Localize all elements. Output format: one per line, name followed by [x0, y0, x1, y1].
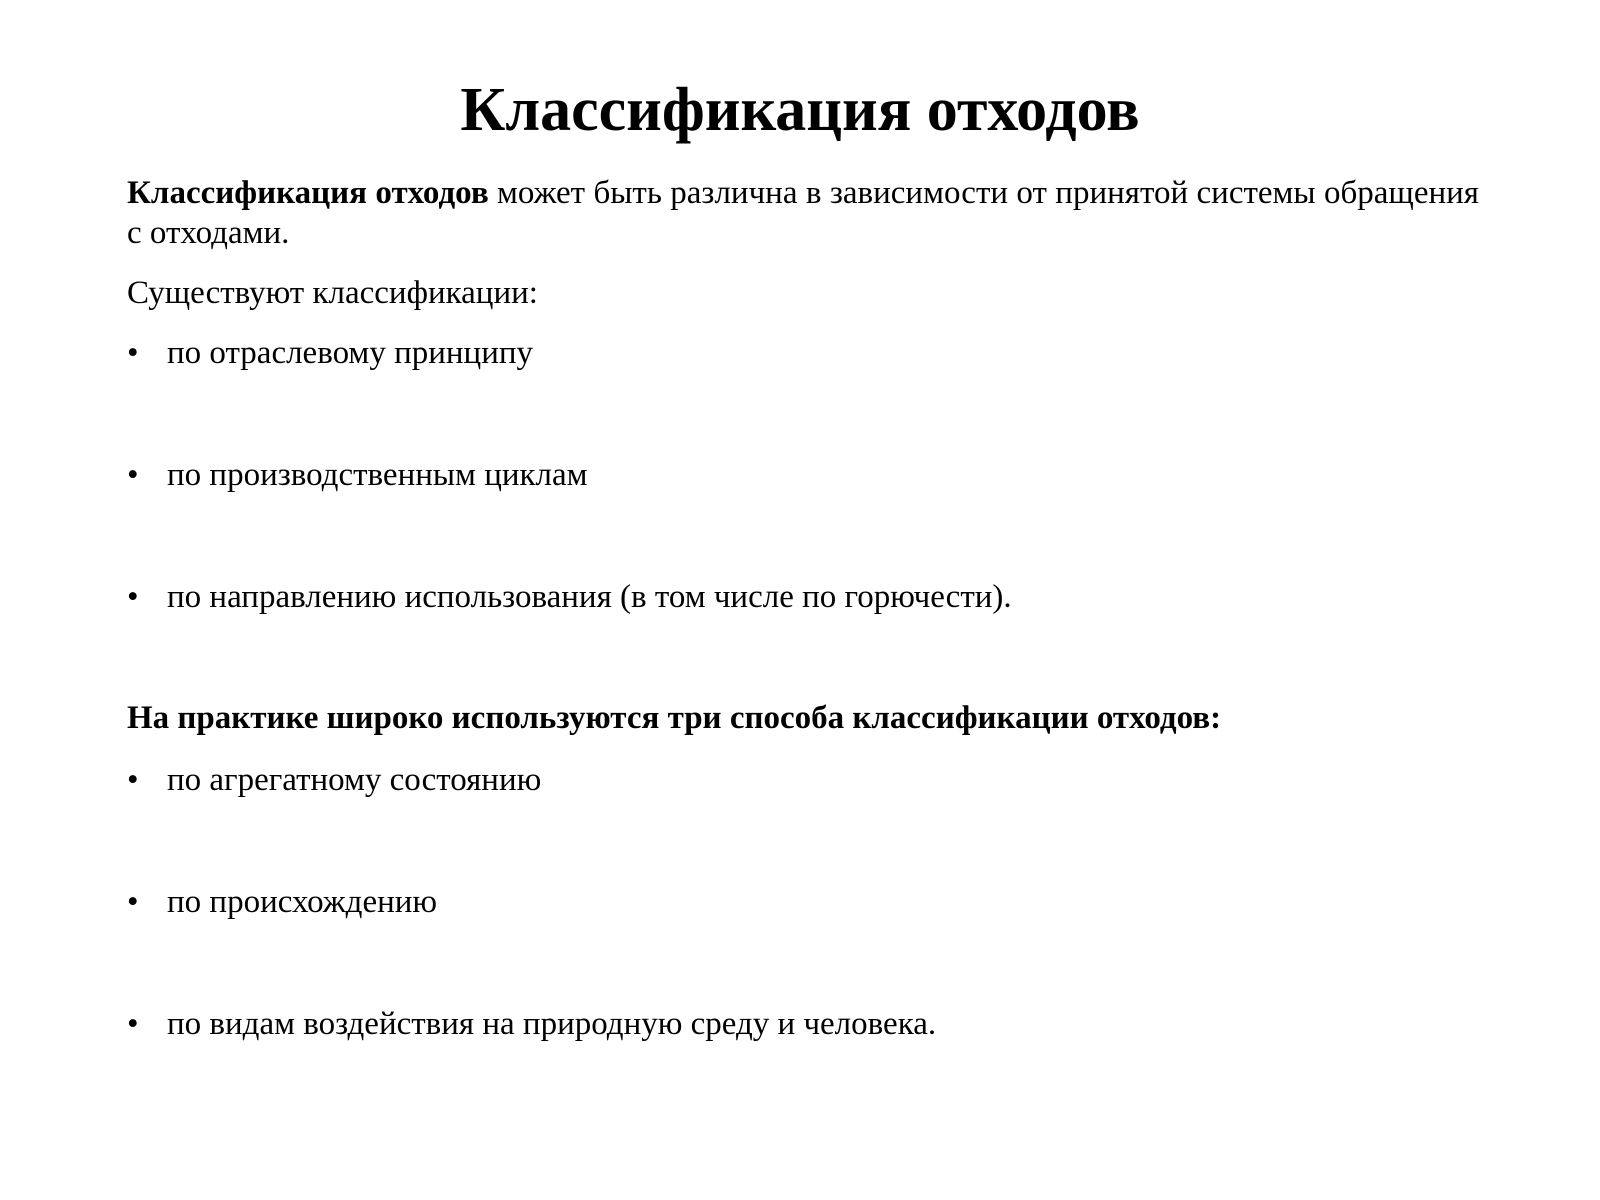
intro-rest: может быть различна в зависимости от принятой системы обращения с отходами.: [127, 175, 1479, 251]
intro-lead: Классификация отходов: [127, 175, 489, 211]
list-item: [127, 760, 541, 800]
list-item: [127, 333, 533, 373]
list-item-text: по происхождению: [167, 884, 438, 920]
bullet-icon: •: [127, 762, 139, 798]
list-item-text: по направлению использования (в том числе по горючести).: [167, 579, 1012, 615]
classifications-label: Существуют классификации:: [127, 275, 538, 311]
list-item-text: по производственным циклам: [167, 457, 588, 493]
bullet-icon: •: [127, 884, 139, 920]
bullet-icon: •: [127, 1006, 139, 1042]
bullet-icon: •: [127, 335, 139, 371]
list-item-text: по агрегатному состоянию: [167, 762, 542, 798]
bullet-icon: •: [127, 457, 139, 493]
list-item: [127, 577, 1012, 617]
list-item-text: по отраслевому принципу: [167, 335, 534, 371]
bullet-icon: •: [127, 579, 139, 615]
list-item: [127, 1004, 936, 1044]
intro-paragraph: [127, 173, 1479, 253]
slide-title: Классификация отходов: [460, 76, 1140, 144]
list-item: [127, 882, 437, 922]
list-item: [127, 455, 588, 495]
list-item-text: по видам воздействия на природную среду и человека.: [167, 1006, 937, 1042]
practice-heading: На практике широко используются три способа классификации отходов:: [127, 700, 1222, 736]
